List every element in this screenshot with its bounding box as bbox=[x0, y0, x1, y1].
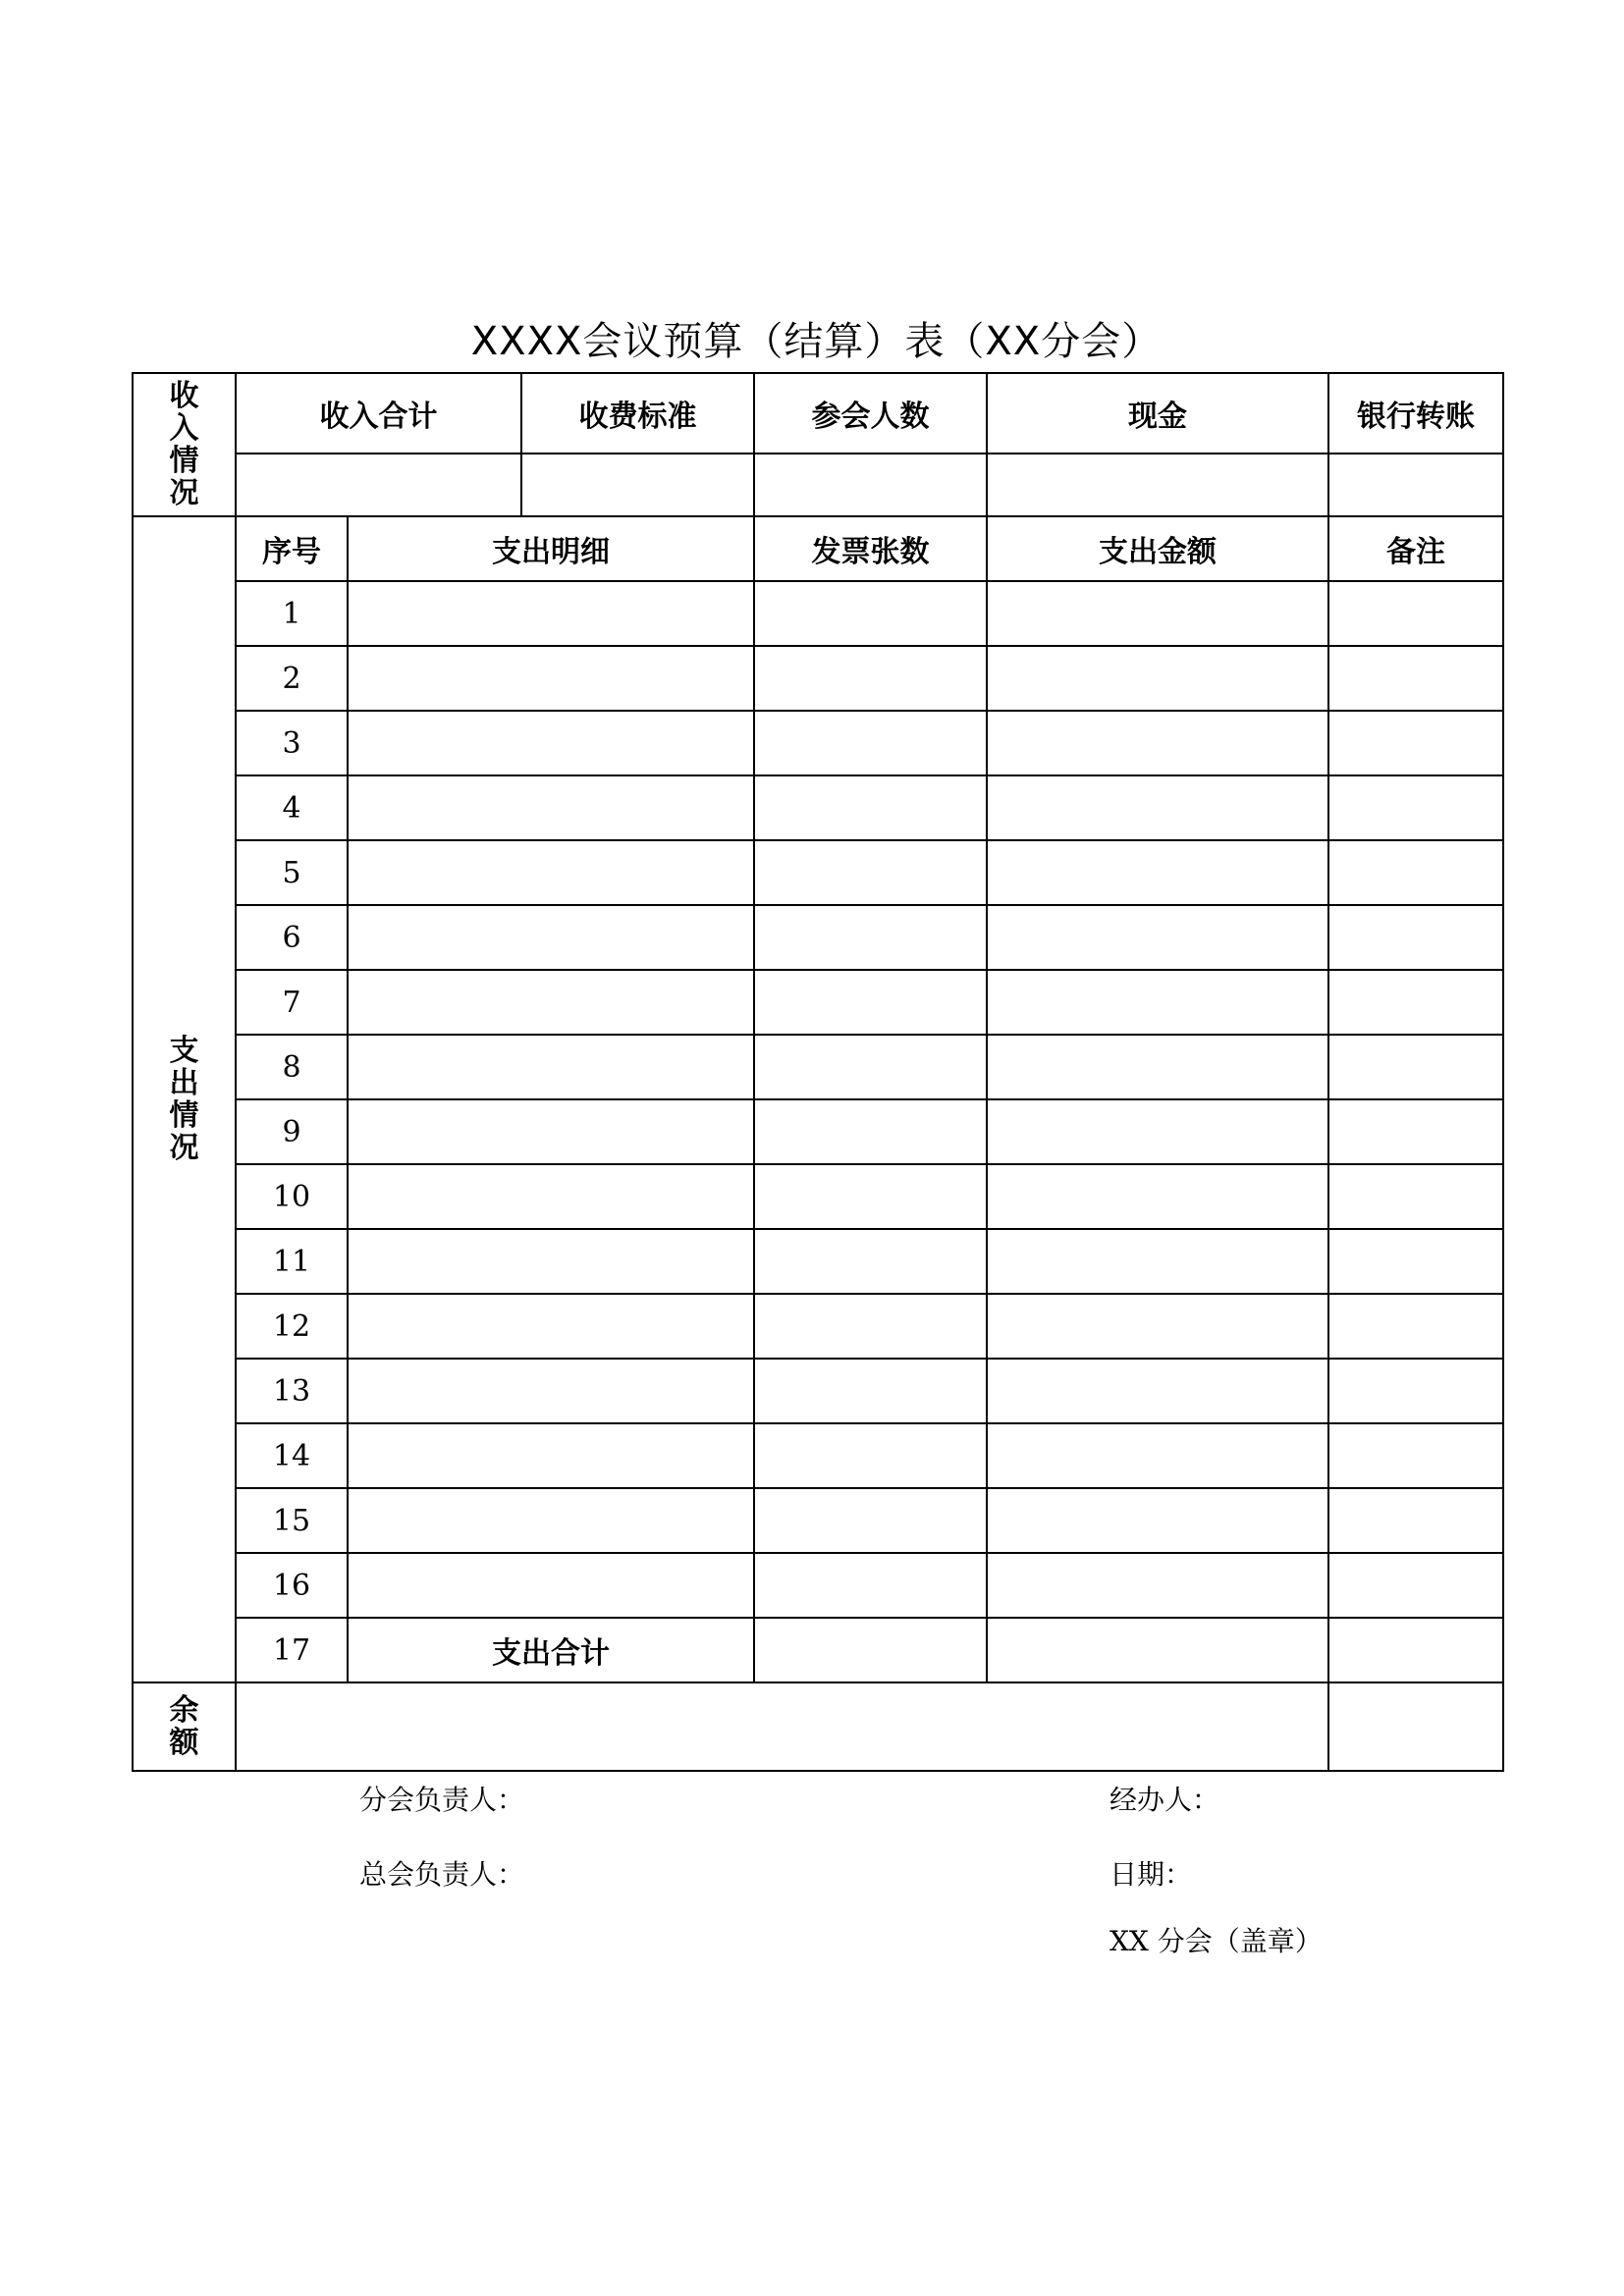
row-amount-cell[interactable] bbox=[987, 1294, 1328, 1359]
row-amount-cell[interactable] bbox=[987, 1618, 1328, 1682]
row-invoice-cell[interactable] bbox=[754, 1164, 987, 1229]
balance-remark-cell[interactable] bbox=[1328, 1682, 1503, 1771]
row-remark-cell[interactable] bbox=[1328, 646, 1503, 711]
table-row bbox=[133, 905, 1503, 970]
row-seq-cell: 13 bbox=[236, 1359, 348, 1423]
bank-transfer-cell[interactable] bbox=[1328, 454, 1503, 516]
row-invoice-cell[interactable] bbox=[754, 970, 987, 1035]
row-seq-cell: 6 bbox=[236, 905, 348, 970]
row-remark-cell[interactable] bbox=[1328, 840, 1503, 905]
form-title: XXXX会议预算（结算）表（XX分会） bbox=[470, 319, 1163, 364]
cash-cell[interactable] bbox=[987, 454, 1328, 516]
table-row bbox=[133, 1164, 1503, 1229]
table-row bbox=[133, 1035, 1503, 1099]
row-remark-cell[interactable] bbox=[1328, 905, 1503, 970]
handler-label: 经办人： bbox=[1110, 1784, 1220, 1816]
row-amount-cell[interactable] bbox=[987, 1229, 1328, 1294]
row-remark-cell[interactable] bbox=[1328, 1164, 1503, 1229]
balance-value-cell[interactable] bbox=[236, 1682, 1328, 1771]
income-section-label bbox=[133, 373, 236, 516]
row-remark-cell[interactable] bbox=[1328, 1423, 1503, 1488]
row-remark-cell[interactable] bbox=[1328, 970, 1503, 1035]
row-amount-cell[interactable] bbox=[987, 581, 1328, 646]
hq-head-label: 总会负责人： bbox=[359, 1858, 525, 1891]
row-detail-cell[interactable] bbox=[348, 1294, 754, 1359]
row-detail-cell[interactable] bbox=[348, 1553, 754, 1618]
table-row bbox=[133, 1423, 1503, 1488]
row-invoice-cell[interactable] bbox=[754, 646, 987, 711]
balance-label bbox=[133, 1682, 236, 1771]
row-amount-cell[interactable] bbox=[987, 711, 1328, 775]
row-seq-cell: 14 bbox=[236, 1423, 348, 1488]
row-seq-cell: 12 bbox=[236, 1294, 348, 1359]
expense-section-label bbox=[133, 516, 236, 1682]
row-detail-cell[interactable] bbox=[348, 1423, 754, 1488]
row-seq-cell: 11 bbox=[236, 1229, 348, 1294]
row-remark-cell[interactable] bbox=[1328, 711, 1503, 775]
row-amount-cell[interactable] bbox=[987, 1164, 1328, 1229]
row-invoice-cell[interactable] bbox=[754, 1359, 987, 1423]
row-remark-cell[interactable] bbox=[1328, 1553, 1503, 1618]
row-detail-cell[interactable] bbox=[348, 970, 754, 1035]
row-detail-cell[interactable] bbox=[348, 1099, 754, 1164]
row-seq-cell: 10 bbox=[236, 1164, 348, 1229]
row-invoice-cell[interactable] bbox=[754, 840, 987, 905]
row-seq-cell: 3 bbox=[236, 711, 348, 775]
row-detail-cell[interactable] bbox=[348, 646, 754, 711]
row-invoice-cell[interactable] bbox=[754, 1035, 987, 1099]
row-invoice-cell[interactable] bbox=[754, 1099, 987, 1164]
row-detail-cell[interactable] bbox=[348, 905, 754, 970]
table-row bbox=[133, 1359, 1503, 1423]
income-section-label-text: 收入情况 bbox=[169, 378, 199, 510]
income-value-row bbox=[133, 454, 1503, 516]
row-detail-cell[interactable] bbox=[348, 1488, 754, 1553]
row-amount-cell[interactable] bbox=[987, 1035, 1328, 1099]
table-row bbox=[133, 1294, 1503, 1359]
table-row bbox=[133, 581, 1503, 646]
row-detail-cell[interactable]: 支出合计 bbox=[348, 1618, 754, 1682]
table-row bbox=[133, 1618, 1503, 1682]
row-detail-cell[interactable] bbox=[348, 711, 754, 775]
row-invoice-cell[interactable] bbox=[754, 1553, 987, 1618]
row-amount-cell[interactable] bbox=[987, 970, 1328, 1035]
row-invoice-cell[interactable] bbox=[754, 711, 987, 775]
seq-header: 序号 bbox=[236, 516, 348, 581]
row-remark-cell[interactable] bbox=[1328, 775, 1503, 840]
row-remark-cell[interactable] bbox=[1328, 581, 1503, 646]
row-amount-cell[interactable] bbox=[987, 1423, 1328, 1488]
attendee-count-header: 参会人数 bbox=[754, 373, 987, 454]
fee-standard-header: 收费标准 bbox=[521, 373, 754, 454]
row-seq-cell: 9 bbox=[236, 1099, 348, 1164]
row-amount-cell[interactable] bbox=[987, 1553, 1328, 1618]
expense-amount-header: 支出金额 bbox=[987, 516, 1328, 581]
table-row bbox=[133, 970, 1503, 1035]
balance-label-text: 余额 bbox=[169, 1692, 199, 1760]
income-total-header: 收入合计 bbox=[236, 373, 521, 454]
invoice-count-header: 发票张数 bbox=[754, 516, 987, 581]
row-remark-cell[interactable] bbox=[1328, 1294, 1503, 1359]
fee-standard-cell[interactable] bbox=[521, 454, 754, 516]
table-row bbox=[133, 1229, 1503, 1294]
row-remark-cell[interactable] bbox=[1328, 1099, 1503, 1164]
attendee-count-cell[interactable] bbox=[754, 454, 987, 516]
row-detail-cell[interactable] bbox=[348, 1229, 754, 1294]
row-remark-cell[interactable] bbox=[1328, 1035, 1503, 1099]
row-seq-cell: 17 bbox=[236, 1618, 348, 1682]
row-invoice-cell[interactable] bbox=[754, 905, 987, 970]
row-seq-cell: 1 bbox=[236, 581, 348, 646]
expense-detail-header: 支出明细 bbox=[348, 516, 754, 581]
expense-section-label-text: 支出情况 bbox=[169, 1033, 199, 1165]
row-seq-cell: 15 bbox=[236, 1488, 348, 1553]
row-invoice-cell[interactable] bbox=[754, 775, 987, 840]
row-invoice-cell[interactable] bbox=[754, 1488, 987, 1553]
row-seq-cell: 16 bbox=[236, 1553, 348, 1618]
row-detail-cell[interactable] bbox=[348, 581, 754, 646]
balance-row bbox=[133, 1682, 1503, 1771]
row-invoice-cell[interactable] bbox=[754, 1229, 987, 1294]
row-seq-cell: 2 bbox=[236, 646, 348, 711]
seal-label: XX 分会（盖章） bbox=[1110, 1925, 1323, 1957]
branch-head-label: 分会负责人： bbox=[359, 1784, 525, 1816]
income-total-cell[interactable] bbox=[236, 454, 521, 516]
row-invoice-cell[interactable] bbox=[754, 1423, 987, 1488]
row-invoice-cell[interactable] bbox=[754, 1618, 987, 1682]
row-seq-cell: 5 bbox=[236, 840, 348, 905]
cash-header: 现金 bbox=[987, 373, 1328, 454]
row-amount-cell[interactable] bbox=[987, 840, 1328, 905]
row-amount-cell[interactable] bbox=[987, 1359, 1328, 1423]
row-seq-cell: 7 bbox=[236, 970, 348, 1035]
row-remark-cell[interactable] bbox=[1328, 1359, 1503, 1423]
row-seq-cell: 8 bbox=[236, 1035, 348, 1099]
row-amount-cell[interactable] bbox=[987, 905, 1328, 970]
row-remark-cell[interactable] bbox=[1328, 1618, 1503, 1682]
income-header-row bbox=[133, 373, 1503, 454]
row-amount-cell[interactable] bbox=[987, 1099, 1328, 1164]
table-row bbox=[133, 1553, 1503, 1618]
date-label: 日期： bbox=[1110, 1858, 1193, 1891]
row-detail-cell[interactable] bbox=[348, 1359, 754, 1423]
row-invoice-cell[interactable] bbox=[754, 1294, 987, 1359]
row-detail-cell[interactable] bbox=[348, 1164, 754, 1229]
row-remark-cell[interactable] bbox=[1328, 1488, 1503, 1553]
table-row bbox=[133, 840, 1503, 905]
bank-transfer-header: 银行转账 bbox=[1328, 373, 1503, 454]
row-amount-cell[interactable] bbox=[987, 646, 1328, 711]
row-seq-cell: 4 bbox=[236, 775, 348, 840]
budget-table bbox=[132, 372, 1504, 1772]
row-detail-cell[interactable] bbox=[348, 840, 754, 905]
table-row bbox=[133, 775, 1503, 840]
row-amount-cell[interactable] bbox=[987, 1488, 1328, 1553]
row-remark-cell[interactable] bbox=[1328, 1229, 1503, 1294]
table-row bbox=[133, 646, 1503, 711]
table-row bbox=[133, 711, 1503, 775]
expense-header-row bbox=[133, 516, 1503, 581]
row-invoice-cell[interactable] bbox=[754, 581, 987, 646]
row-detail-cell[interactable] bbox=[348, 775, 754, 840]
remark-header: 备注 bbox=[1328, 516, 1503, 581]
row-amount-cell[interactable] bbox=[987, 775, 1328, 840]
table-row bbox=[133, 1099, 1503, 1164]
row-detail-cell[interactable] bbox=[348, 1035, 754, 1099]
table-row bbox=[133, 1488, 1503, 1553]
